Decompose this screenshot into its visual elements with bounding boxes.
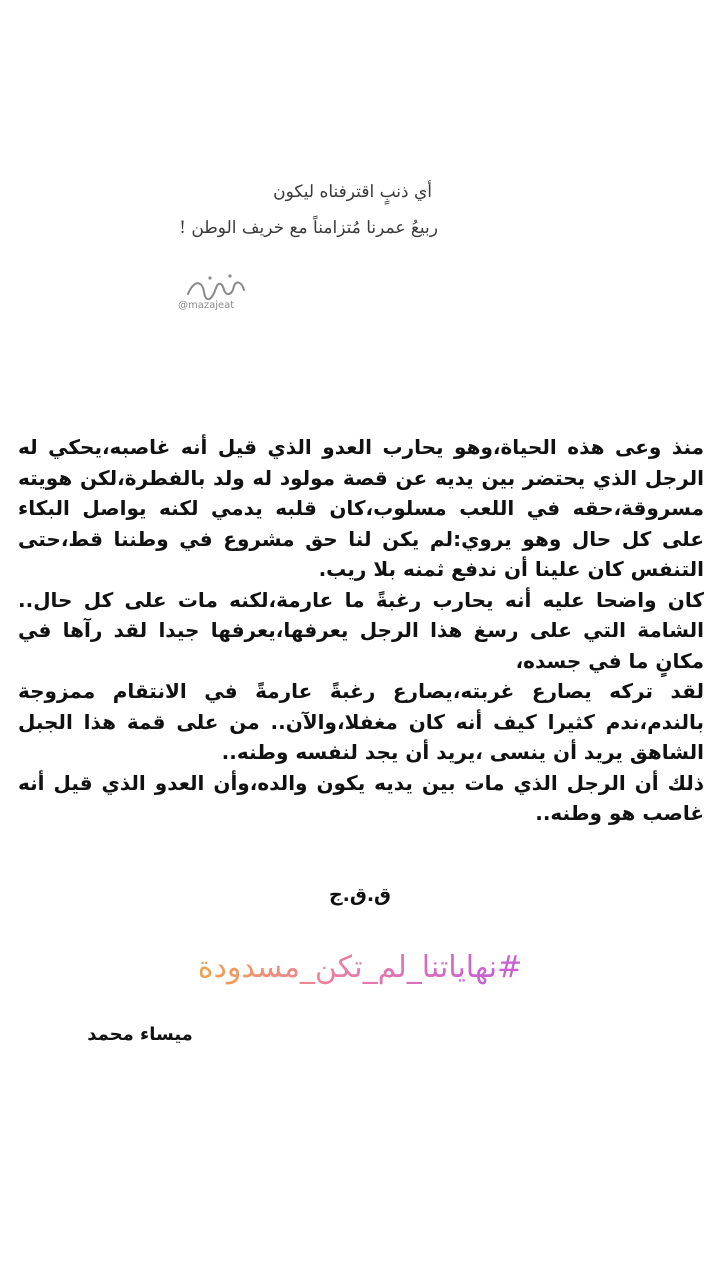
story-genre-initials: ق.ق.ج xyxy=(328,884,392,906)
hashtag-text: نهاياتنا_لم_تكن_مسدودة xyxy=(197,950,498,985)
hashtag-symbol: # xyxy=(497,950,523,985)
story-text xyxy=(18,432,704,829)
story-paragraph-1: منذ وعى هذه الحياة،وهو يحارب العدو الذي قيل أنه غاصبه،يحكي له الرجل الذي يحتضر بين يديه عن قصة مولود له ولد بالفطرة،لكن هويته مسروقة،حقه في اللعب مسلوب،كان قلبه يدمي لكنه يواصل البكاء على كل حال وهو يروي:لم يكن لنا حق مشروع في وطننا قط،حتى التنفس كان علينا أن ندفع ثمنه بلا ريب. xyxy=(18,435,704,581)
author-name: ميساء محمد xyxy=(87,1024,193,1045)
signature-handle: @mazajeat xyxy=(178,300,235,311)
story-paragraph-2: كان واضحا عليه أنه يحارب رغبةً ما عارمة،لكنه مات على كل حال.. الشامة التي على رسغ هذا الرجل يعرفها،يعرفها جيدا لقد رآها في مكانٍ ما في جسده، xyxy=(18,587,704,673)
story-paragraph-4: ذلك أن الرجل الذي مات بين يديه يكون والده،وأن العدو الذي قيل أنه غاصب هو وطنه.. xyxy=(18,770,704,825)
quote-line-1: أي ذنبٍ اقترفناه ليكون xyxy=(273,182,432,202)
quote-line-2: ربيعُ عمرنا مُتزامناً مع خريف الوطن ! xyxy=(179,218,438,238)
hashtag xyxy=(140,950,580,985)
quote-image xyxy=(170,170,570,330)
story-paragraph-3: لقد تركه يصارع غربته،يصارع رغبةً عارمةً في الانتقام ممزوجة بالندم،ندم كثيرا كيف أنه كان مغفلا،والآن.. من على قمة هذا الجبل الشاهق يريد أن ينسى ،يريد أن يجد لنفسه وطنه.. xyxy=(18,679,704,764)
